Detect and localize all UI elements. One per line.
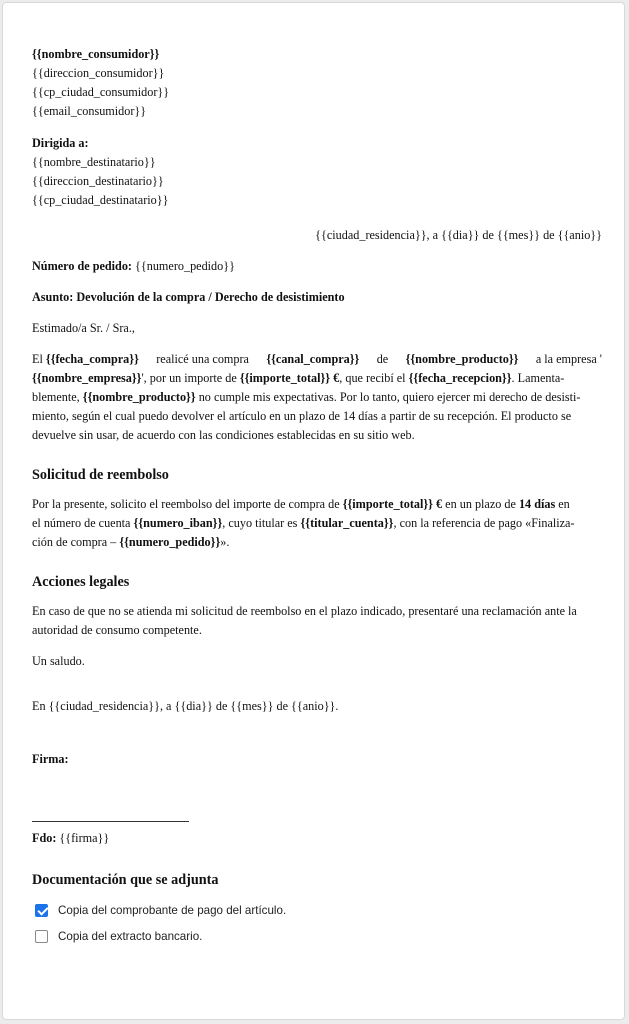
- legal-line-1: En caso de que no se atienda mi solicitud de reembolso en el plazo indicado, presentaré una reclamación ante la: [32, 604, 577, 618]
- order-number-value: {{numero_pedido}}: [132, 259, 235, 273]
- intro-text: El: [32, 352, 46, 366]
- sender-block: [32, 45, 602, 121]
- sender-email: {{email_consumidor}}: [32, 104, 147, 118]
- refund-paragraph: [32, 495, 602, 552]
- refund-line-2: [32, 514, 602, 533]
- letter-content: [32, 45, 602, 946]
- refund-text: , cuyo titular es: [222, 516, 301, 530]
- refund-text: Por la presente, solicito el reembolso del importe de compra de: [32, 497, 343, 511]
- recipient-city: {{cp_ciudad_destinatario}}: [32, 193, 169, 207]
- intro-text: . Lamenta-: [511, 371, 565, 385]
- intro-text: no cumple mis expectativas. Por lo tanto, quiero ejercer mi derecho de desisti-: [195, 390, 581, 404]
- intro-line-4: miento, según el cual puedo devolver el artículo en un plazo de 14 días a partir de su recepción. El producto se: [32, 409, 572, 423]
- intro-text: a la empresa ': [532, 352, 602, 366]
- intro-line-5: devuelve sin usar, de acuerdo con las condiciones establecidas en su sitio web.: [32, 428, 415, 442]
- refund-text: el número de cuenta: [32, 516, 134, 530]
- order-number-label: Número de pedido:: [32, 259, 132, 273]
- fecha-compra-field: {{fecha_compra}}: [45, 352, 139, 366]
- refund-text: ción de compra –: [32, 535, 120, 549]
- plazo-field: 14 días: [518, 497, 556, 511]
- numero-iban-field: {{numero_iban}}: [133, 516, 223, 530]
- order-number: [32, 257, 602, 276]
- refund-heading: Solicitud de reembolso: [32, 467, 169, 483]
- refund-text: ».: [220, 535, 230, 549]
- intro-line-1: [32, 350, 602, 369]
- signature-fdo: [32, 829, 602, 848]
- nombre-producto-field: {{nombre_producto}}: [405, 352, 519, 366]
- intro-line-3: [32, 388, 602, 407]
- legal-heading: Acciones legales: [32, 574, 130, 590]
- subject-line: Asunto: Devolución de la compra / Derecho de desistimiento: [32, 290, 345, 304]
- importe-total-field: {{importe_total}} €: [342, 497, 443, 511]
- fecha-recepcion-field: {{fecha_recepcion}}: [408, 371, 512, 385]
- nombre-producto-field: {{nombre_producto}}: [82, 390, 196, 404]
- intro-text: blemente,: [32, 390, 83, 404]
- numero-pedido-field: {{numero_pedido}}: [119, 535, 221, 549]
- date-line: {{ciudad_residencia}}, a {{dia}} de {{mes}} de {{anio}}: [315, 228, 602, 242]
- refund-text: en: [555, 497, 570, 511]
- legal-paragraph: [32, 602, 602, 640]
- sender-address: {{direccion_consumidor}}: [32, 66, 165, 80]
- attachments-heading: Documentación que se adjunta: [32, 872, 219, 888]
- signature-line: [32, 821, 189, 822]
- nombre-empresa-field: {{nombre_empresa}}: [32, 371, 142, 385]
- letter-page: [2, 2, 625, 1020]
- canal-compra-field: {{canal_compra}}: [266, 352, 360, 366]
- checkbox-unchecked[interactable]: [35, 930, 48, 943]
- greeting: Estimado/a Sr. / Sra.,: [32, 321, 135, 335]
- intro-text: , que recibí el: [339, 371, 409, 385]
- fdo-label: Fdo:: [32, 831, 57, 845]
- titular-cuenta-field: {{titular_cuenta}}: [300, 516, 394, 530]
- intro-text: realicé una compra: [153, 352, 253, 366]
- intro-line-2: [32, 369, 602, 388]
- signature-label: Firma:: [32, 752, 69, 766]
- sender-city: {{cp_ciudad_consumidor}}: [32, 85, 170, 99]
- place-date: En {{ciudad_residencia}}, a {{dia}} de {{mes}} de {{anio}}.: [32, 699, 339, 713]
- attachment-label: Copia del extracto bancario.: [58, 929, 203, 943]
- attachments-list: [32, 900, 602, 946]
- recipient-name: {{nombre_destinatario}}: [32, 155, 156, 169]
- refund-text: en un plazo de: [442, 497, 519, 511]
- refund-line-3: [32, 533, 602, 552]
- recipient-heading: Dirigida a:: [32, 136, 89, 150]
- legal-line-2: autoridad de consumo competente.: [32, 623, 202, 637]
- recipient-address: {{direccion_destinatario}}: [32, 174, 164, 188]
- intro-text: de: [373, 352, 392, 366]
- fdo-value: {{firma}}: [56, 831, 110, 845]
- importe-total-field: {{importe_total}} €: [239, 371, 340, 385]
- recipient-block: [32, 134, 602, 210]
- attachment-label: Copia del comprobante de pago del artículo.: [58, 903, 287, 917]
- attachment-item-payment-proof[interactable]: [32, 900, 602, 920]
- attachment-item-bank-statement[interactable]: [32, 926, 602, 946]
- refund-line-1: [32, 495, 602, 514]
- checkbox-checked[interactable]: [35, 904, 48, 917]
- refund-text: , con la referencia de pago «Finaliza-: [393, 516, 575, 530]
- intro-text: ', por un importe de: [141, 371, 240, 385]
- closing: Un saludo.: [32, 654, 85, 668]
- sender-name: {{nombre_consumidor}}: [32, 47, 160, 61]
- intro-paragraph: [32, 350, 602, 445]
